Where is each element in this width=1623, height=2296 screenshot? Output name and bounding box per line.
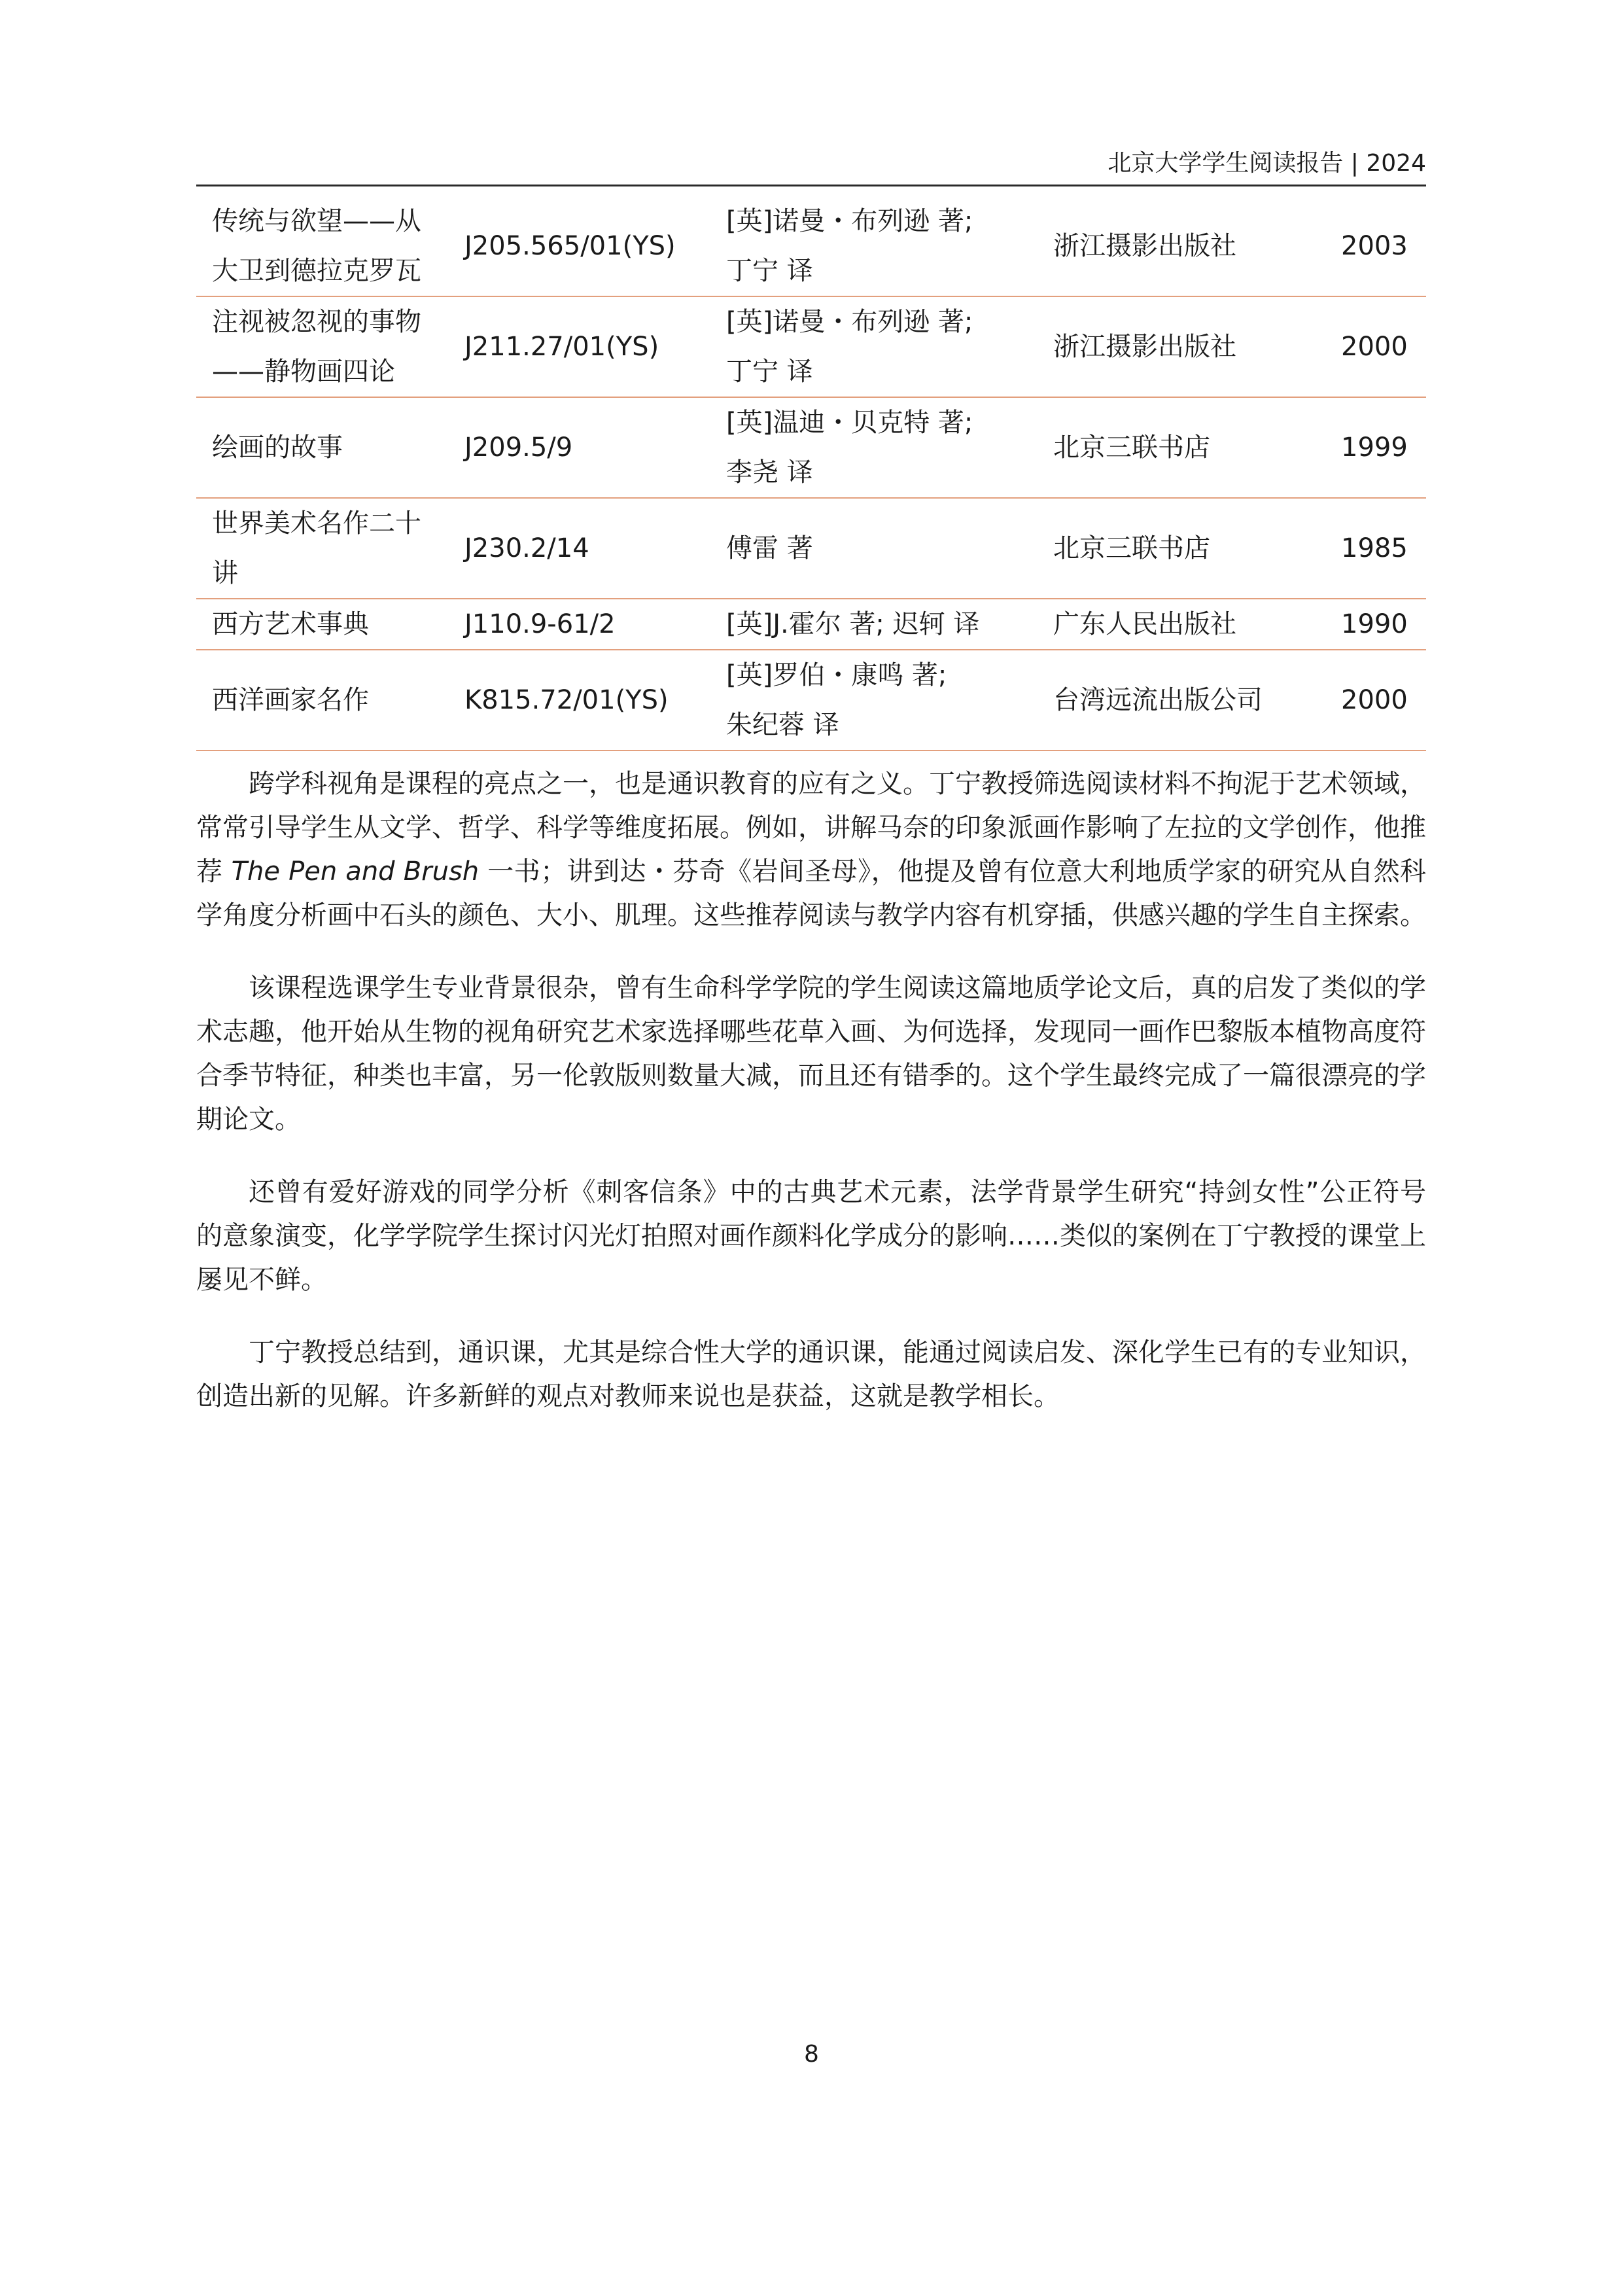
book-list-table	[196, 196, 1426, 751]
book-year: 2000	[1325, 650, 1426, 751]
call-number: J205.565/01(YS)	[449, 196, 710, 296]
book-title: 注视被忽视的事物 ——静物画四论	[196, 296, 449, 397]
book-publisher: 浙江摄影出版社	[1038, 196, 1325, 296]
table-row	[196, 650, 1426, 751]
table-row	[196, 498, 1426, 599]
book-title: 传统与欲望——从 大卫到德拉克罗瓦	[196, 196, 449, 296]
page-number: 8	[804, 2041, 819, 2068]
table-row	[196, 599, 1426, 650]
book-publisher: 广东人民出版社	[1038, 599, 1325, 650]
book-title-italic: The Pen and Brush	[231, 857, 480, 887]
call-number: J110.9-61/2	[449, 599, 710, 650]
book-year: 1999	[1325, 397, 1426, 498]
book-year: 2003	[1325, 196, 1426, 296]
book-title: 绘画的故事	[196, 397, 449, 498]
book-publisher: 台湾远流出版公司	[1038, 650, 1325, 751]
book-publisher: 北京三联书店	[1038, 397, 1325, 498]
paragraph: 还曾有爱好游戏的同学分析《刺客信条》中的古典艺术元素，法学背景学生研究“持剑女性”公正符号的意象演变，化学学院学生探讨闪光灯拍照对画作颜料化学成分的影响……类似的案例在丁宁教授的课堂上屡见不鲜。	[196, 1177, 1426, 1295]
book-author: [英]J.霍尔 著; 迟轲 译	[710, 599, 1038, 650]
call-number: K815.72/01(YS)	[449, 650, 710, 751]
book-author: [英]诺曼・布列逊 著; 丁宁 译	[710, 196, 1038, 296]
table-row	[196, 397, 1426, 498]
call-number: J230.2/14	[449, 498, 710, 599]
book-author: [英]诺曼・布列逊 著; 丁宁 译	[710, 296, 1038, 397]
call-number: J209.5/9	[449, 397, 710, 498]
call-number: J211.27/01(YS)	[449, 296, 710, 397]
book-title: 西方艺术事典	[196, 599, 449, 650]
article-body	[196, 762, 1426, 1447]
book-publisher: 浙江摄影出版社	[1038, 296, 1325, 397]
book-title: 世界美术名作二十 讲	[196, 498, 449, 599]
book-year: 1985	[1325, 498, 1426, 599]
book-author: [英]罗伯・康鸣 著; 朱纪蓉 译	[710, 650, 1038, 751]
book-publisher: 北京三联书店	[1038, 498, 1325, 599]
running-header: 北京大学学生阅读报告 | 2024	[1108, 150, 1426, 177]
book-year: 2000	[1325, 296, 1426, 397]
paragraph: 丁宁教授总结到，通识课，尤其是综合性大学的通识课，能通过阅读启发、深化学生已有的专业知识，创造出新的见解。许多新鲜的观点对教师来说也是获益，这就是教学相长。	[196, 1337, 1426, 1411]
table-row	[196, 196, 1426, 296]
book-year: 1990	[1325, 599, 1426, 650]
book-author: [英]温迪・贝克特 著; 李尧 译	[710, 397, 1038, 498]
book-title: 西洋画家名作	[196, 650, 449, 751]
paragraph: 跨学科视角是课程的亮点之一，也是通识教育的应有之义。丁宁教授筛选阅读材料不拘泥于艺术领域，常常引导学生从文学、哲学、科学等维度拓展。例如，讲解马奈的印象派画作影响了左拉的文学创作，他推荐 The Pen and Brush 一书；讲到达・芬奇《岩间圣母》，他提及曾有位意大利地质学家的研究从自然科学角度分析画中石头的颜色、大小、肌理。这些推荐阅读与教学内容有机穿插，供感兴趣的学生自主探索。	[196, 769, 1427, 930]
table-row	[196, 296, 1426, 397]
book-author: 傅雷 著	[710, 498, 1038, 599]
header-rule	[196, 185, 1426, 186]
paragraph: 该课程选课学生专业背景很杂，曾有生命科学学院的学生阅读这篇地质学论文后，真的启发了类似的学术志趣，他开始从生物的视角研究艺术家选择哪些花草入画、为何选择，发现同一画作巴黎版本植物高度符合季节特征，种类也丰富，另一伦敦版则数量大减，而且还有错季的。这个学生最终完成了一篇很漂亮的学期论文。	[196, 973, 1426, 1135]
